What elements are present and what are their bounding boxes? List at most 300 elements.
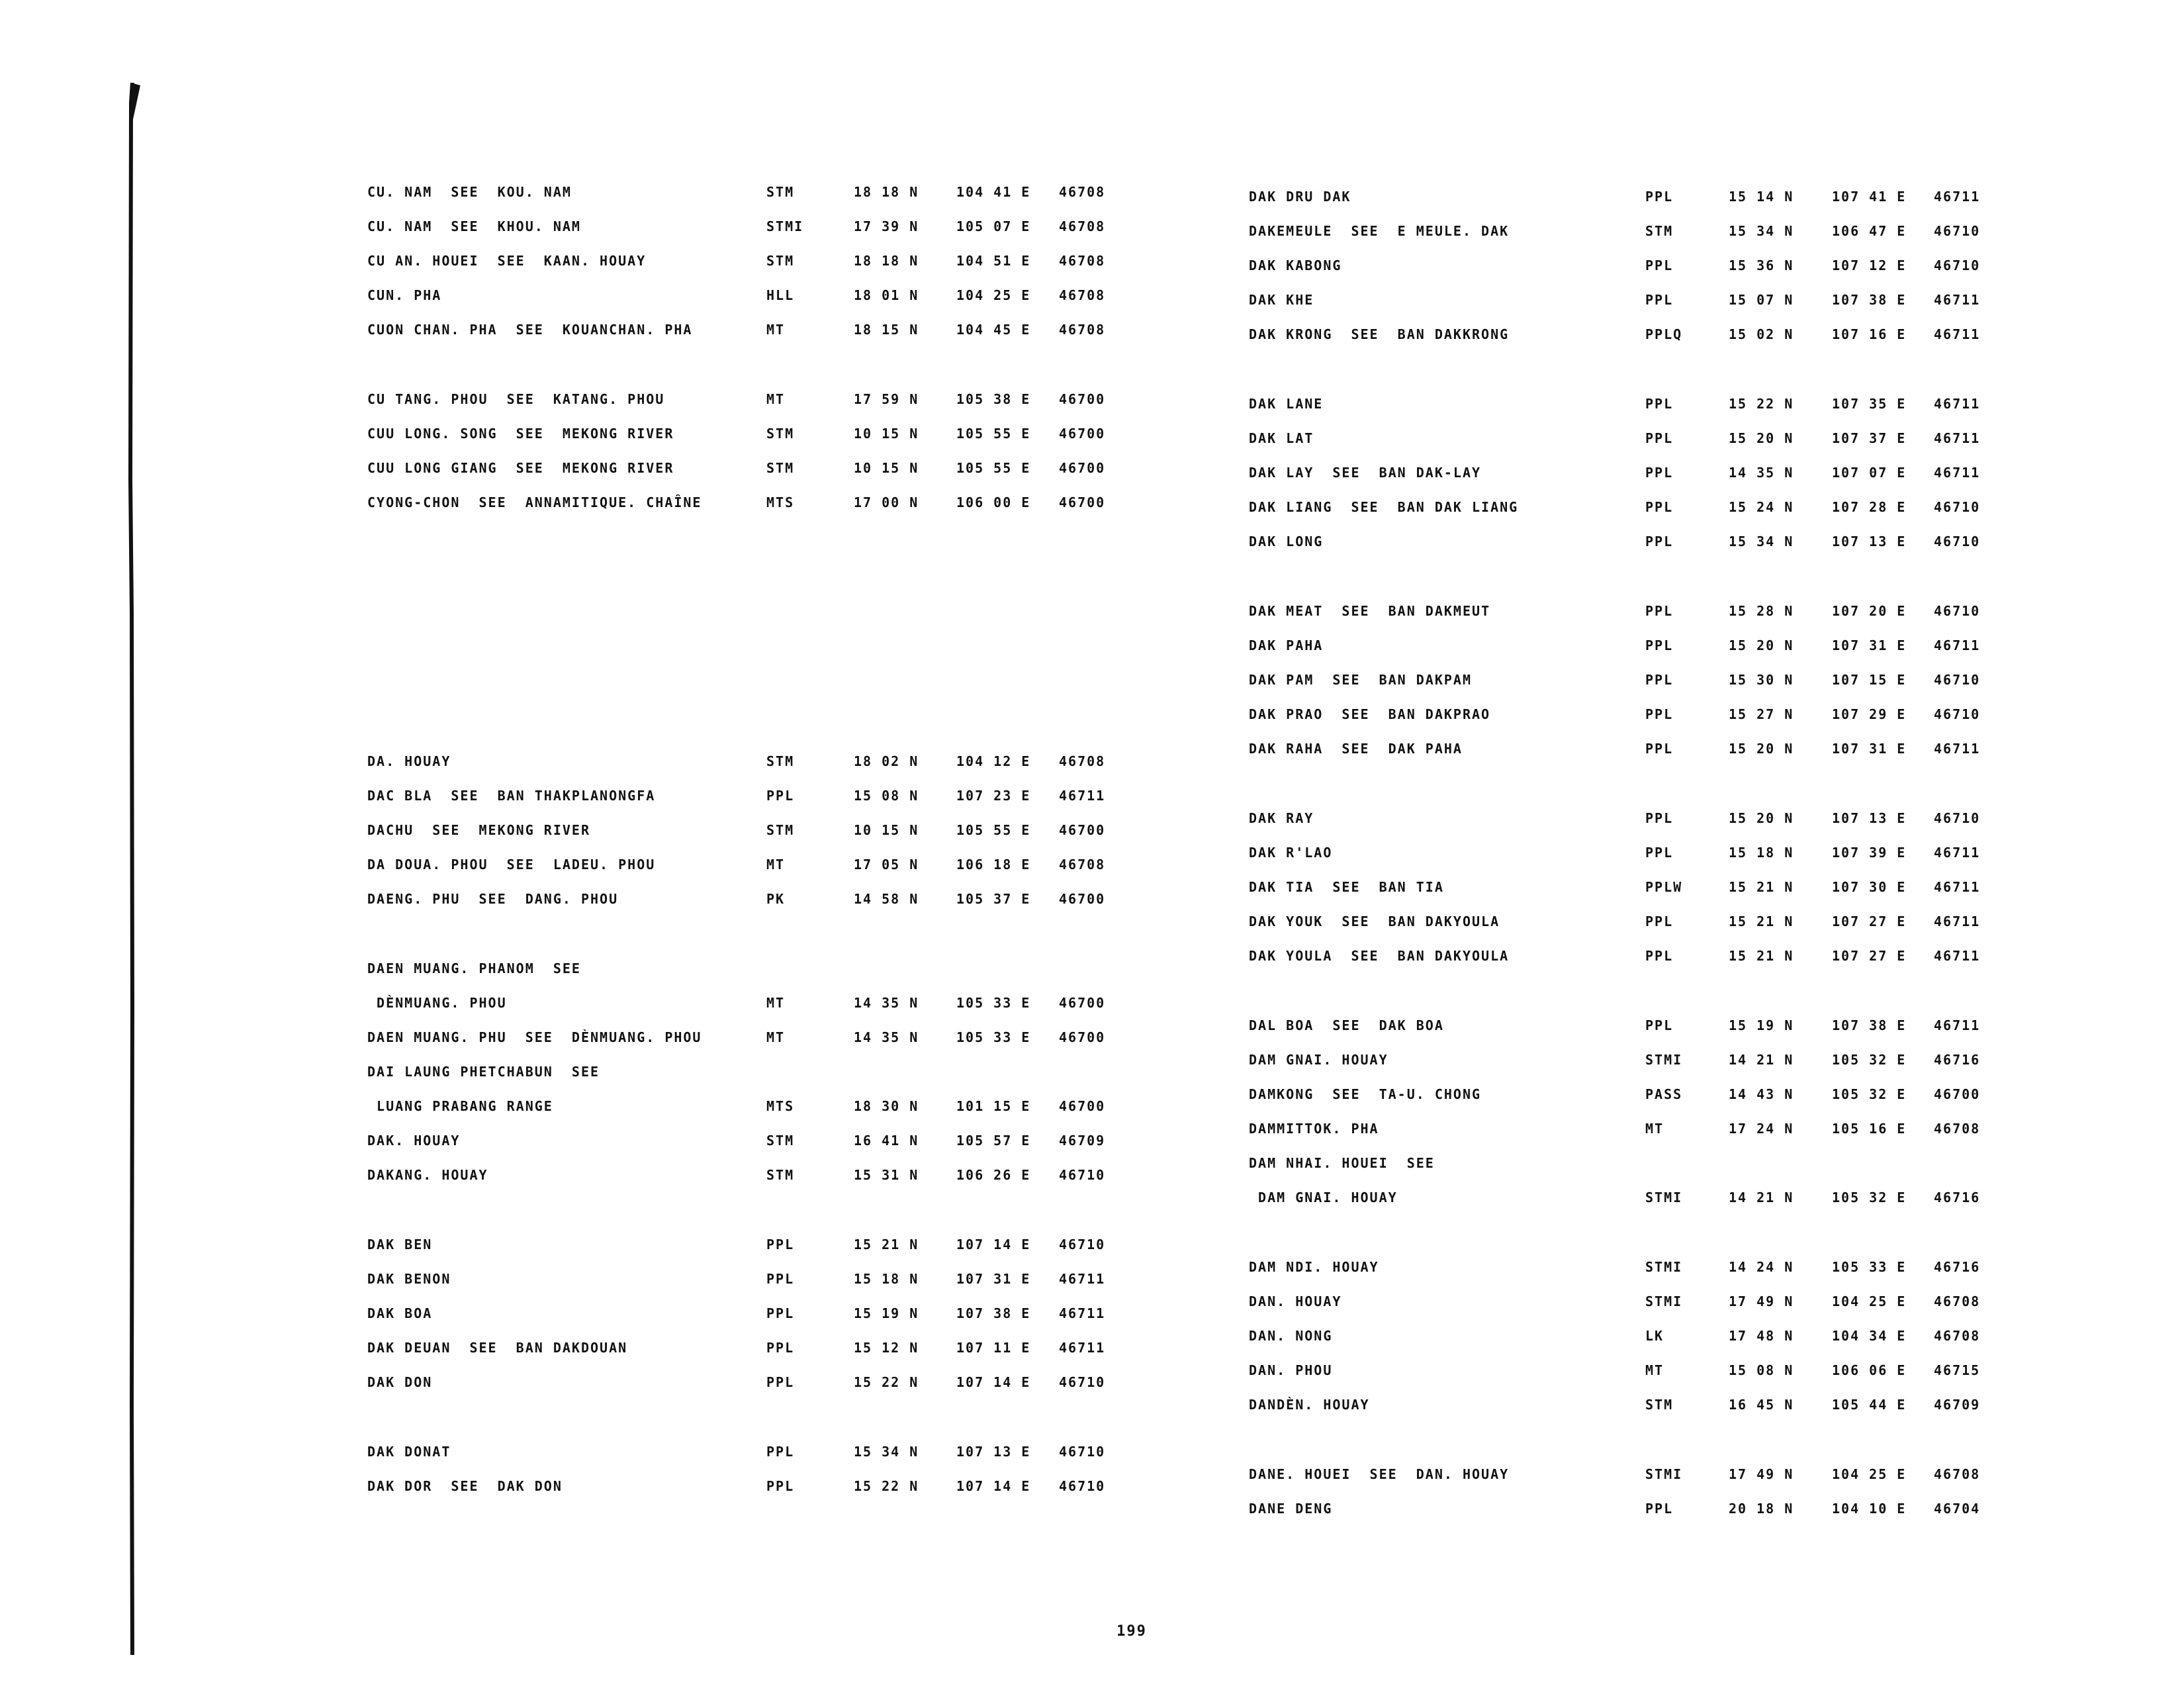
entry-name: DAK DOR SEE DAK DON [367,1478,563,1494]
entry-lon: 105 33 E [956,995,1031,1011]
entry-type: HLL [766,287,795,303]
entry-code: 46708 [1934,1328,1981,1344]
gazetteer-entry [0,1150,2184,1176]
entry-code: 46708 [1059,753,1106,769]
entry-lat: 15 14 N [1729,189,1794,205]
entry-lat: 14 24 N [1729,1259,1794,1275]
entry-code: 46710 [1934,603,1981,619]
entry-code: 46710 [1059,1444,1106,1460]
entry-name: DAK TIA SEE BAN TIA [1249,879,1444,895]
entry-name: DA. HOUAY [367,753,451,769]
entry-lat: 15 18 N [854,1271,919,1287]
entry-type: PPL [766,1340,795,1356]
entry-lon: 107 14 E [956,1374,1031,1390]
entry-type: STMI [1645,1259,1683,1275]
entry-type: MTS [766,494,795,510]
entry-name: CUU LONG. SONG SEE MEKONG RIVER [367,426,674,442]
entry-code: 46710 [1059,1374,1106,1390]
entry-lon: 105 55 E [956,460,1031,476]
entry-lon: 107 37 E [1832,430,1907,446]
entry-name: DAI LAUNG PHETCHABUN SEE [367,1064,600,1080]
gazetteer-entry [0,494,2184,520]
entry-code: 46711 [1934,948,1981,964]
entry-lon: 107 15 E [1832,672,1907,688]
entry-name: DAK KHE [1249,292,1314,308]
entry-type: STM [766,1133,795,1149]
gazetteer-entry [0,252,2184,279]
entry-code: 46711 [1934,430,1981,446]
entry-type: PPL [766,1444,795,1460]
entry-lat: 15 24 N [1729,499,1794,515]
entry-code: 46700 [1059,460,1106,476]
entry-code: 46700 [1059,822,1106,838]
entry-name: DÈNMUANG. PHOU [367,995,507,1011]
gazetteer-entry [0,1115,2184,1142]
entry-name: DAK LANE [1249,396,1324,412]
entry-lat: 15 20 N [1729,637,1794,653]
entry-name: DAK LAT [1249,430,1314,446]
gazetteer-entry [0,908,2184,935]
entry-lon: 107 28 E [1832,499,1907,515]
entry-lat: 15 07 N [1729,292,1794,308]
entry-name: DAK RAHA SEE DAK PAHA [1249,741,1463,757]
entry-lat: 15 21 N [1729,879,1794,895]
entry-name: DAL BOA SEE DAK BOA [1249,1017,1444,1033]
entry-lat: 18 30 N [854,1098,919,1114]
gazetteer-entry [0,287,2184,313]
entry-type: STM [766,460,795,476]
entry-type: MT [1645,1121,1664,1137]
entry-lat: 15 20 N [1729,741,1794,757]
entry-lat: 15 22 N [1729,396,1794,412]
entry-type: PPL [1645,430,1674,446]
entry-type: PPL [766,1305,795,1321]
gazetteer-entry [0,632,2184,659]
entry-type: MT [1645,1362,1664,1378]
entry-type: PPL [1645,499,1674,515]
entry-lon: 106 06 E [1832,1362,1907,1378]
entry-code: 46700 [1059,494,1106,510]
entry-name: CU AN. HOUEI SEE KAAN. HOUAY [367,253,647,269]
entry-type: STMI [1645,1052,1683,1068]
entry-lon: 104 25 E [956,287,1031,303]
entry-lon: 107 35 E [1832,396,1907,412]
entry-code: 46715 [1934,1362,1981,1378]
entry-lat: 14 21 N [1729,1190,1794,1205]
entry-lon: 106 18 E [956,857,1031,872]
gazetteer-entry [0,1012,2184,1039]
entry-lon: 107 14 E [956,1478,1031,1494]
entry-name: DACHU SEE MEKONG RIVER [367,822,590,838]
entry-lat: 17 05 N [854,857,919,872]
entry-lat: 14 35 N [1729,465,1794,481]
entry-lat: 18 02 N [854,753,919,769]
entry-type: PPL [766,1271,795,1287]
entry-type: STMI [1645,1293,1683,1309]
entry-type: MT [766,1029,786,1045]
entry-lon: 106 47 E [1832,223,1907,239]
entry-name: DAK KRONG SEE BAN DAKKRONG [1249,326,1510,342]
entry-lat: 18 18 N [854,253,919,269]
entry-name: CUU LONG GIANG SEE MEKONG RIVER [367,460,674,476]
entry-name: DAK. HOUAY [367,1133,461,1149]
entry-lat: 20 18 N [1729,1501,1794,1517]
entry-type: PPL [1645,534,1674,549]
entry-name: DAK RAY [1249,810,1314,826]
entry-code: 46700 [1059,391,1106,407]
entry-lat: 15 34 N [1729,223,1794,239]
entry-code: 46711 [1934,1017,1981,1033]
entry-type: PPL [1645,258,1674,273]
entry-code: 46711 [1934,845,1981,861]
entry-lon: 107 12 E [1832,258,1907,273]
entry-type: PK [766,891,786,907]
entry-code: 46711 [1934,637,1981,653]
entry-lon: 107 29 E [1832,706,1907,722]
entry-code: 46711 [1059,1271,1106,1287]
entry-lon: 107 13 E [1832,810,1907,826]
entry-name: DAK YOULA SEE BAN DAKYOULA [1249,948,1510,964]
entry-name: DAN. NONG [1249,1328,1333,1344]
entry-lon: 105 32 E [1832,1190,1907,1205]
entry-lat: 14 21 N [1729,1052,1794,1068]
gazetteer-entry [0,1081,2184,1107]
entry-type: PPL [1645,1501,1674,1517]
entry-name: DAKANG. HOUAY [367,1167,488,1183]
entry-lon: 105 55 E [956,822,1031,838]
entry-name: DAKEMEULE SEE E MEULE. DAK [1249,223,1510,239]
entry-type: PPL [766,788,795,804]
entry-name: DAC BLA SEE BAN THAKPLANONGFA [367,788,656,804]
entry-lon: 107 14 E [956,1237,1031,1252]
entry-lon: 107 38 E [956,1305,1031,1321]
entry-code: 46708 [1059,218,1106,234]
entry-type: MT [766,857,786,872]
entry-name: DAK BOA [367,1305,433,1321]
entry-name: DAMKONG SEE TA-U. CHONG [1249,1086,1482,1102]
entry-code: 46711 [1934,914,1981,929]
entry-type: PPL [1645,396,1674,412]
entry-lon: 107 20 E [1832,603,1907,619]
entry-lat: 15 21 N [1729,914,1794,929]
entry-code: 46716 [1934,1190,1981,1205]
entry-lon: 105 32 E [1832,1052,1907,1068]
entry-type: PPL [1645,845,1674,861]
entry-lat: 18 01 N [854,287,919,303]
entry-lat: 14 43 N [1729,1086,1794,1102]
entry-type: STM [766,426,795,442]
entry-lon: 107 38 E [1832,292,1907,308]
entry-type: PPL [1645,741,1674,757]
entry-code: 46708 [1059,253,1106,269]
entry-lat: 15 34 N [1729,534,1794,549]
entry-code: 46700 [1059,1029,1106,1045]
entry-lat: 15 34 N [854,1444,919,1460]
entry-lat: 17 59 N [854,391,919,407]
entry-name: DAMMITTOK. PHA [1249,1121,1379,1137]
entry-name: DAK DRU DAK [1249,189,1351,205]
entry-code: 46700 [1059,426,1106,442]
entry-lat: 10 15 N [854,426,919,442]
entry-lon: 106 00 E [956,494,1031,510]
entry-code: 46700 [1059,891,1106,907]
entry-name: DAM GNAI. HOUAY [1249,1052,1388,1068]
entry-lon: 107 38 E [1832,1017,1907,1033]
entry-lon: 104 41 E [956,184,1031,200]
gazetteer-entry [0,1495,2184,1522]
entry-type: STM [766,253,795,269]
entry-code: 46710 [1934,499,1981,515]
entry-lat: 17 49 N [1729,1293,1794,1309]
entry-code: 46708 [1059,287,1106,303]
entry-name: CU TANG. PHOU SEE KATANG. PHOU [367,391,665,407]
entry-lon: 106 26 E [956,1167,1031,1183]
entry-lat: 14 35 N [854,995,919,1011]
entry-type: LK [1645,1328,1664,1344]
entry-name: DAEN MUANG. PHANOM SEE [367,961,581,976]
entry-type: PPL [1645,810,1674,826]
entry-lon: 104 25 E [1832,1466,1907,1482]
entry-lat: 15 12 N [854,1340,919,1356]
entry-type: STM [1645,1397,1674,1413]
entry-lat: 15 20 N [1729,810,1794,826]
entry-code: 46710 [1934,706,1981,722]
entry-name: DAN. HOUAY [1249,1293,1342,1309]
entry-name: CU. NAM SEE KHOU. NAM [367,218,581,234]
entry-lat: 15 22 N [854,1374,919,1390]
entry-lat: 15 18 N [1729,845,1794,861]
entry-name: DAK DONAT [367,1444,451,1460]
entry-lon: 104 10 E [1832,1501,1907,1517]
entry-type: STM [766,184,795,200]
entry-type: MT [766,995,786,1011]
entry-type: MTS [766,1098,795,1114]
entry-code: 46700 [1059,1098,1106,1114]
entry-lon: 107 16 E [1832,326,1907,342]
entry-code: 46710 [1934,258,1981,273]
entry-lon: 105 33 E [956,1029,1031,1045]
entry-name: CUN. PHA [367,287,442,303]
entry-name: DAK BEN [367,1237,433,1252]
entry-lat: 18 15 N [854,322,919,338]
entry-type: PPL [1645,672,1674,688]
entry-name: DAK LONG [1249,534,1324,549]
entry-name: DAK MEAT SEE BAN DAKMEUT [1249,603,1491,619]
entry-type: PPL [766,1374,795,1390]
entry-name: DANE. HOUEI SEE DAN. HOUAY [1249,1466,1510,1482]
entry-lat: 15 21 N [1729,948,1794,964]
entry-name: DAENG. PHU SEE DANG. PHOU [367,891,619,907]
entry-code: 46709 [1059,1133,1106,1149]
entry-lat: 15 08 N [1729,1362,1794,1378]
entry-lon: 107 41 E [1832,189,1907,205]
entry-code: 46708 [1934,1121,1981,1137]
entry-type: MT [766,391,786,407]
entry-code: 46708 [1059,184,1106,200]
entry-lat: 17 49 N [1729,1466,1794,1482]
entry-type: PASS [1645,1086,1683,1102]
entry-lon: 107 30 E [1832,879,1907,895]
entry-name: DAK LIANG SEE BAN DAK LIANG [1249,499,1519,515]
gazetteer-entry [0,528,2184,555]
entry-lat: 15 20 N [1729,430,1794,446]
entry-lon: 107 27 E [1832,914,1907,929]
entry-type: PPL [1645,706,1674,722]
entry-lat: 10 15 N [854,822,919,838]
gazetteer-entry [0,943,2184,969]
entry-lat: 17 48 N [1729,1328,1794,1344]
entry-lon: 104 34 E [1832,1328,1907,1344]
entry-type: PPL [1645,189,1674,205]
entry-name: DAM NHAI. HOUEI SEE [1249,1155,1435,1171]
gazetteer-entry [0,1461,2184,1487]
gazetteer-entry [0,391,2184,417]
entry-code: 46711 [1934,879,1981,895]
entry-code: 46711 [1934,741,1981,757]
entry-lat: 17 39 N [854,218,919,234]
entry-name: DAK PAHA [1249,637,1324,653]
entry-lon: 105 37 E [956,891,1031,907]
entry-code: 46708 [1934,1466,1981,1482]
entry-code: 46704 [1934,1501,1981,1517]
gazetteer-entry [0,1184,2184,1211]
entry-code: 46711 [1934,292,1981,308]
entry-code: 46700 [1059,995,1106,1011]
gazetteer-entry [0,667,2184,693]
entry-lat: 15 21 N [854,1237,919,1252]
entry-name: DAK YOUK SEE BAN DAKYOULA [1249,914,1500,929]
entry-lon: 104 45 E [956,322,1031,338]
entry-lat: 15 19 N [854,1305,919,1321]
entry-name: DAK DON [367,1374,433,1390]
entry-lon: 107 31 E [1832,637,1907,653]
entry-type: PPLQ [1645,326,1683,342]
entry-type: PPL [1645,914,1674,929]
gazetteer-entry [0,701,2184,727]
entry-lon: 104 12 E [956,753,1031,769]
gazetteer-entry [0,1254,2184,1280]
entry-code: 46711 [1934,189,1981,205]
entry-lon: 107 07 E [1832,465,1907,481]
gazetteer-entry [0,1323,2184,1349]
entry-code: 46711 [1059,1305,1106,1321]
entry-type: STMI [1645,1190,1683,1205]
entry-lat: 15 36 N [1729,258,1794,273]
entry-lat: 15 08 N [854,788,919,804]
entry-lat: 17 24 N [1729,1121,1794,1137]
entry-code: 46710 [1934,223,1981,239]
entry-name: DAK PAM SEE BAN DAKPAM [1249,672,1472,688]
entry-code: 46711 [1059,788,1106,804]
entry-name: DANE DENG [1249,1501,1333,1517]
entry-type: STM [766,1167,795,1183]
entry-code: 46709 [1934,1397,1981,1413]
entry-code: 46711 [1934,396,1981,412]
entry-lat: 15 31 N [854,1167,919,1183]
entry-type: PPL [1645,948,1674,964]
entry-lon: 105 38 E [956,391,1031,407]
entry-name: DAEN MUANG. PHU SEE DÈNMUANG. PHOU [367,1029,702,1045]
entry-lon: 107 31 E [1832,741,1907,757]
entry-code: 46710 [1059,1478,1106,1494]
entry-type: STM [1645,223,1674,239]
entry-code: 46710 [1059,1167,1106,1183]
entry-type: PPL [766,1478,795,1494]
gazetteer-entry [0,805,2184,831]
entry-type: PPL [1645,637,1674,653]
entry-lon: 104 51 E [956,253,1031,269]
entry-code: 46710 [1059,1237,1106,1252]
entry-code: 46711 [1934,465,1981,481]
entry-code: 46710 [1934,810,1981,826]
gazetteer-entry [0,598,2184,624]
entry-type: PPL [1645,1017,1674,1033]
entry-lat: 15 30 N [1729,672,1794,688]
page-number: 199 [1116,1623,1147,1640]
entry-name: DAK BENON [367,1271,451,1287]
entry-lon: 105 07 E [956,218,1031,234]
entry-name: DAK R'LAO [1249,845,1333,861]
entry-lon: 101 15 E [956,1098,1031,1114]
entry-type: PPL [1645,292,1674,308]
entry-lon: 107 27 E [1832,948,1907,964]
entry-lon: 104 25 E [1832,1293,1907,1309]
entry-lon: 107 13 E [1832,534,1907,549]
gazetteer-entry [0,183,2184,210]
entry-code: 46716 [1934,1052,1981,1068]
entry-name: DAM NDI. HOUAY [1249,1259,1379,1275]
entry-lon: 107 11 E [956,1340,1031,1356]
entry-lon: 105 33 E [1832,1259,1907,1275]
entry-name: DAK PRAO SEE BAN DAKPRAO [1249,706,1491,722]
entry-lat: 18 18 N [854,184,919,200]
entry-name: DANDÈN. HOUAY [1249,1397,1370,1413]
entry-lat: 15 22 N [854,1478,919,1494]
gazetteer-entry [0,218,2184,244]
entry-lon: 105 55 E [956,426,1031,442]
entry-lat: 10 15 N [854,460,919,476]
entry-lon: 105 32 E [1832,1086,1907,1102]
entry-lat: 14 58 N [854,891,919,907]
gazetteer-entry [0,1288,2184,1315]
entry-type: MT [766,322,786,338]
entry-lat: 15 19 N [1729,1017,1794,1033]
entry-lon: 107 13 E [956,1444,1031,1460]
gazetteer-entry [0,735,2184,762]
entry-lon: 105 16 E [1832,1121,1907,1137]
entry-code: 46710 [1934,672,1981,688]
entry-lat: 15 27 N [1729,706,1794,722]
entry-code: 46711 [1934,326,1981,342]
entry-lon: 107 23 E [956,788,1031,804]
entry-lat: 15 28 N [1729,603,1794,619]
entry-type: PPLW [1645,879,1683,895]
entry-lon: 107 31 E [956,1271,1031,1287]
entry-name: DAK KABONG [1249,258,1342,273]
gazetteer-entry [0,425,2184,451]
entry-name: DAN. PHOU [1249,1362,1333,1378]
gazetteer-entry [0,1047,2184,1073]
entry-type: PPL [1645,465,1674,481]
entry-code: 46708 [1059,322,1106,338]
entry-type: STMI [1645,1466,1683,1482]
entry-name: DAK LAY SEE BAN DAK-LAY [1249,465,1482,481]
entry-name: DAM GNAI. HOUAY [1249,1190,1398,1205]
entry-code: 46710 [1934,534,1981,549]
entry-lat: 17 00 N [854,494,919,510]
entry-lon: 105 57 E [956,1133,1031,1149]
entry-code: 46700 [1934,1086,1981,1102]
